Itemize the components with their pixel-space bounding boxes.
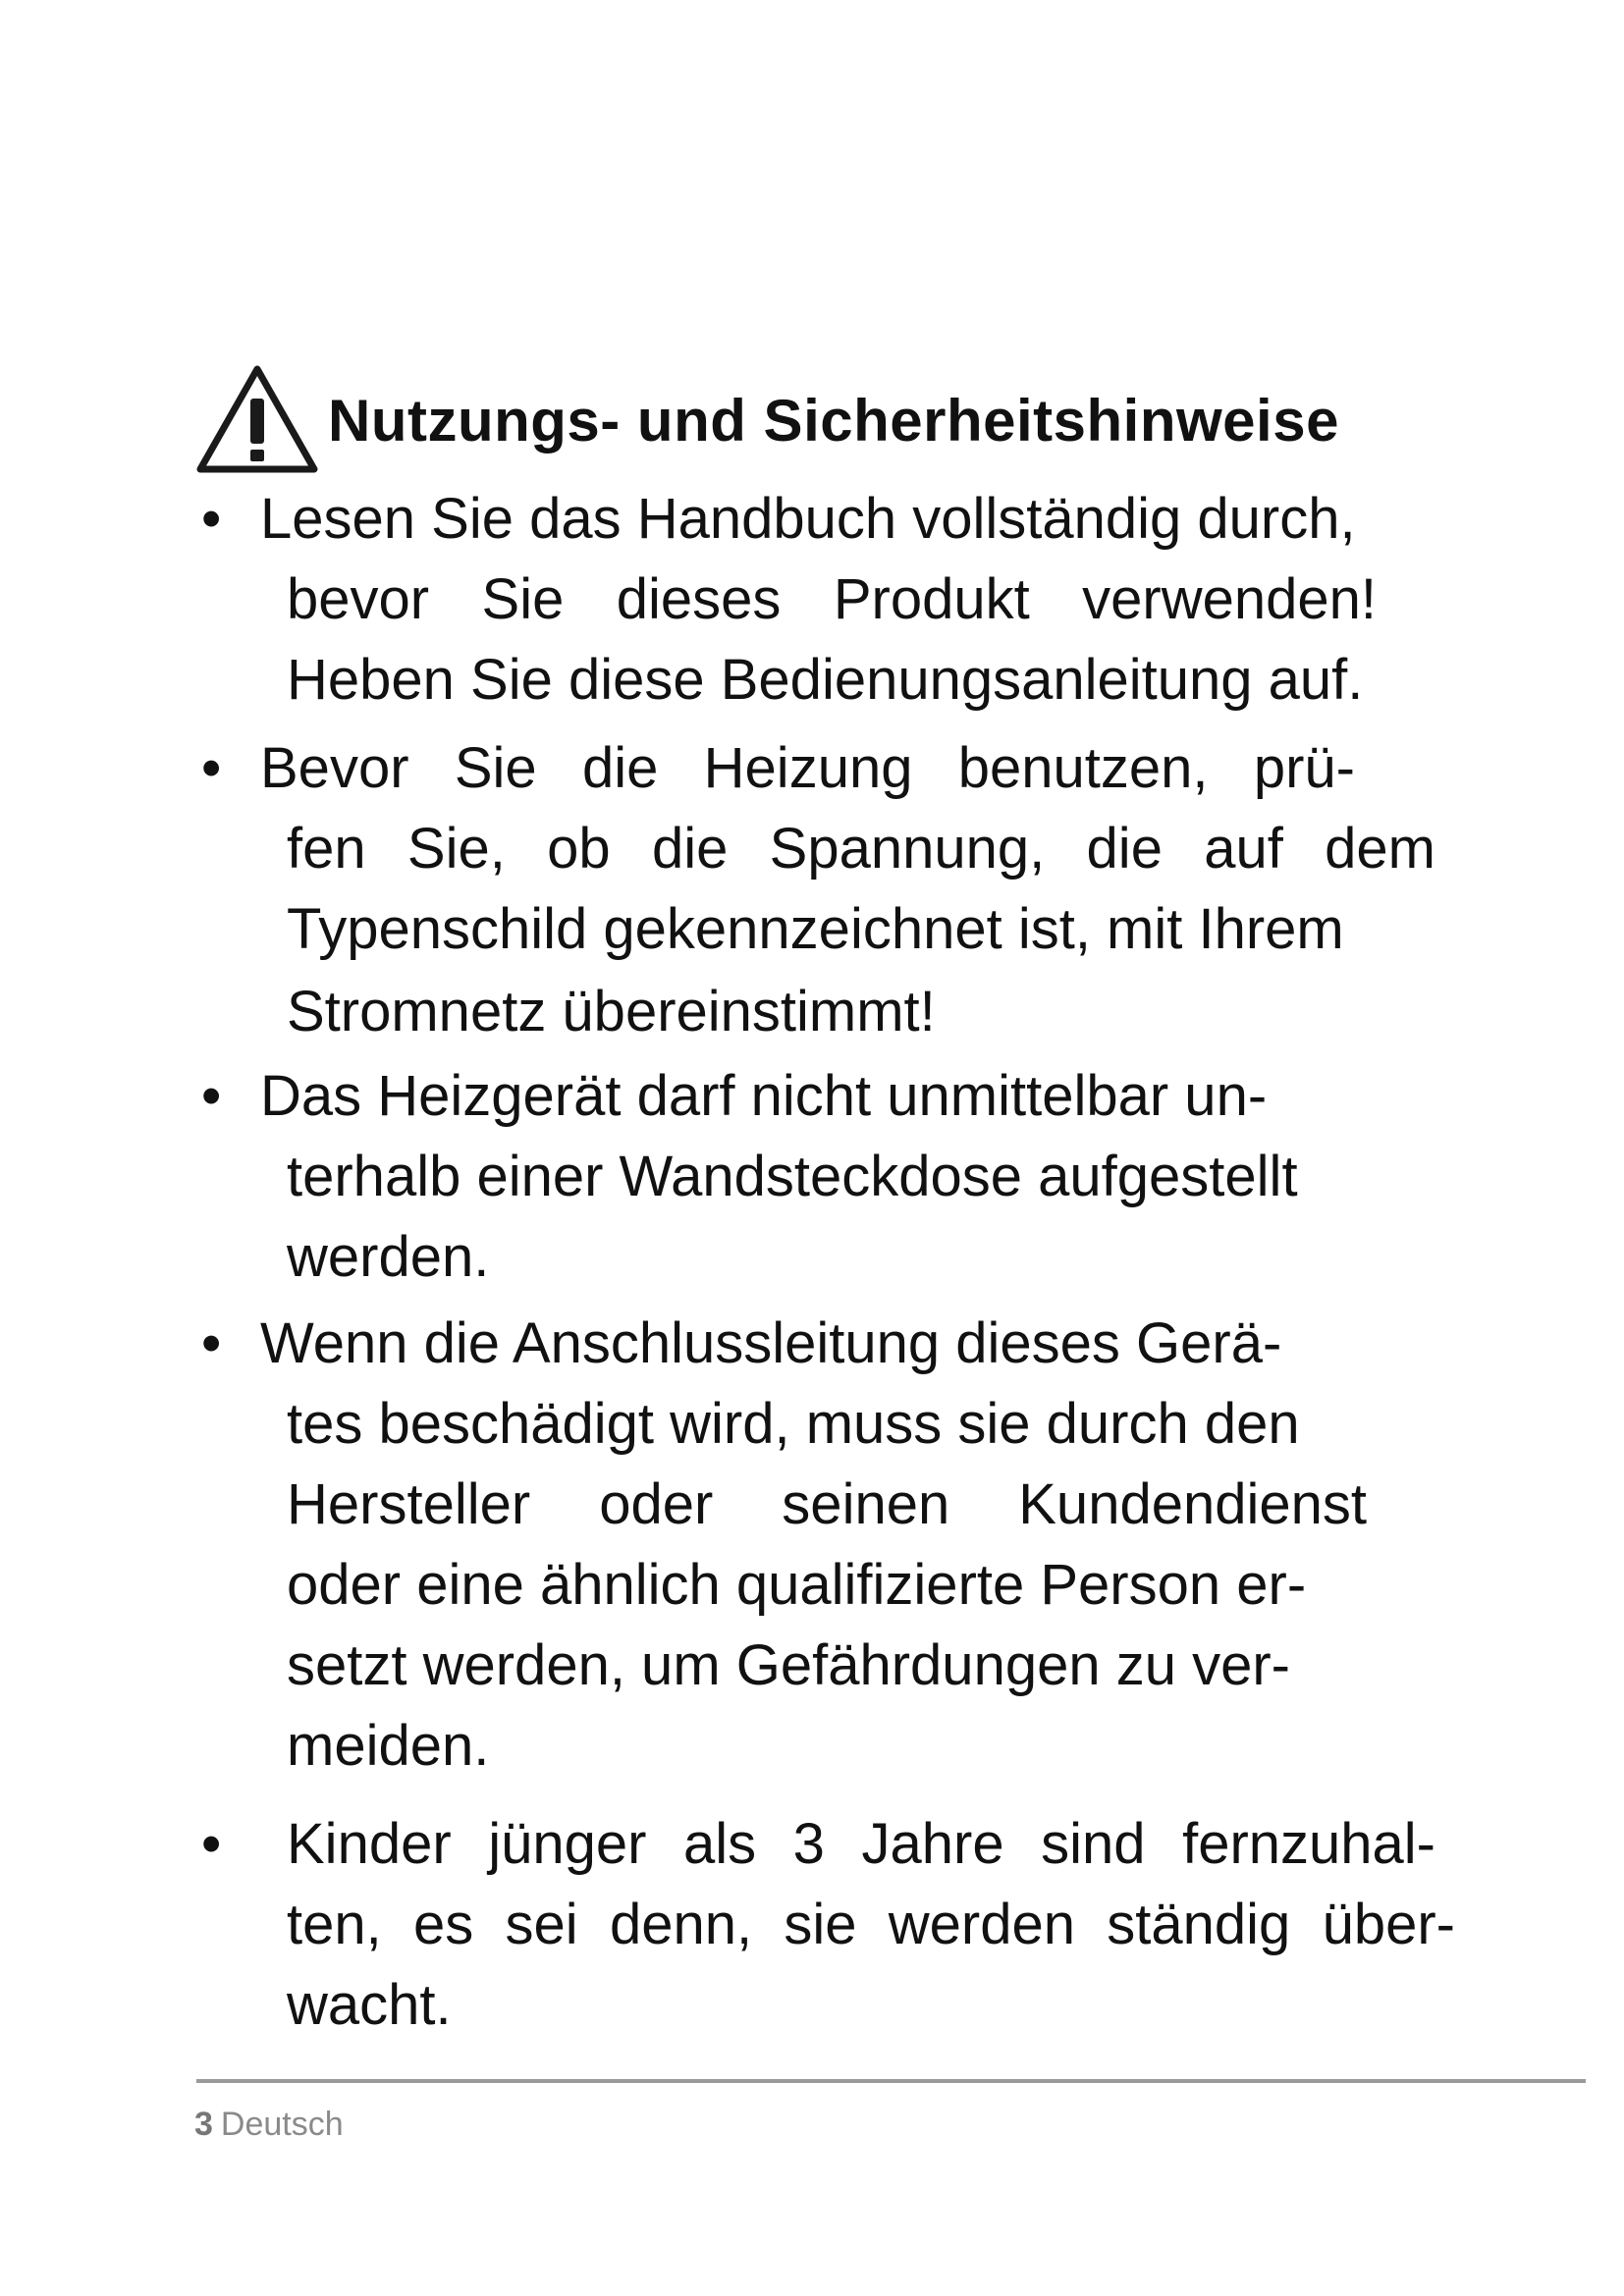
footer-divider (196, 2079, 1586, 2083)
page-title: Nutzungs- und Sicherheitshinweise (328, 387, 1339, 454)
list-item-line: meiden. (287, 1714, 490, 1778)
bullet-icon: • (201, 487, 222, 551)
list-item-line: werden. (287, 1225, 490, 1289)
list-item-line: ten, es sei denn, sie werden ständig über- (287, 1893, 1455, 1956)
bullet-icon: • (201, 1064, 222, 1128)
list-item-line: wacht. (287, 1973, 452, 2037)
list-item-line: bevor Sie dieses Produkt verwenden! (287, 567, 1377, 631)
list-item-line: Lesen Sie das Handbuch vollständig durch, (260, 487, 1356, 551)
bullet-icon: • (201, 1311, 222, 1375)
list-item-line: fen Sie, ob die Spannung, die auf dem (287, 817, 1435, 881)
list-item-line: Typenschild gekennzeichnet ist, mit Ihrem (287, 897, 1344, 961)
bullet-icon: • (201, 1812, 222, 1876)
bullet-icon: • (201, 736, 222, 800)
list-item-line: Heben Sie diese Bedienungsanleitung auf. (287, 648, 1364, 712)
page-number: 3 (194, 2106, 213, 2143)
list-item-line: Das Heizgerät darf nicht unmittelbar un- (260, 1064, 1268, 1128)
page-footer (194, 2106, 344, 2144)
list-item-line: Hersteller oder seinen Kundendienst (287, 1472, 1367, 1536)
list-item-line: oder eine ähnlich qualifizierte Person er- (287, 1553, 1307, 1617)
section-heading (192, 361, 1339, 479)
warning-triangle-icon (192, 361, 322, 479)
list-item-line: Bevor Sie die Heizung benutzen, prü- (260, 736, 1355, 800)
list-item-line: tes beschädigt wird, muss sie durch den (287, 1392, 1300, 1456)
list-item-line: setzt werden, um Gefährdungen zu ver- (287, 1633, 1290, 1697)
list-item-line: Wenn die Anschlussleitung dieses Gerä- (260, 1311, 1282, 1375)
list-item-line: terhalb einer Wandsteckdose aufgestellt (287, 1145, 1298, 1208)
list-item-line: Kinder jünger als 3 Jahre sind fernzuhal- (287, 1812, 1435, 1876)
footer-language: Deutsch (220, 2106, 344, 2143)
list-item-line: Stromnetz übereinstimmt! (287, 980, 936, 1043)
